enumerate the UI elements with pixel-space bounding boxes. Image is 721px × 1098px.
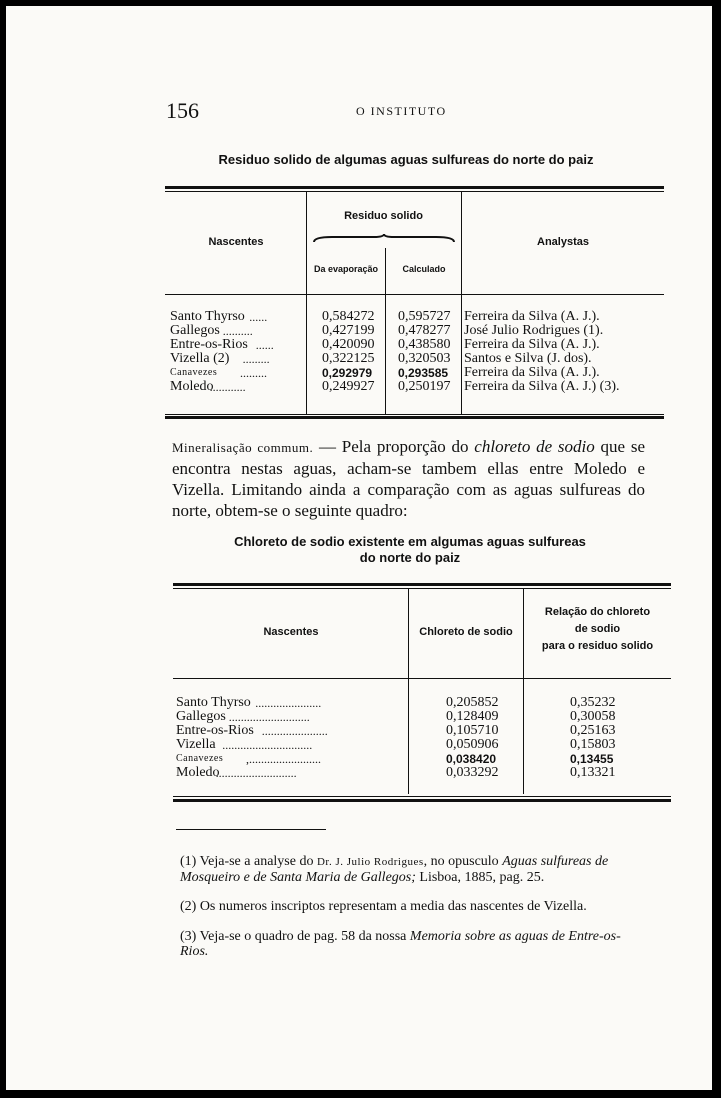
nascente-name: Vizella (2) xyxy=(170,351,230,366)
relacao-value: 0,35232 xyxy=(570,695,616,710)
table1-top-rule xyxy=(165,186,664,189)
footnote-text: Lisboa, 1885, pag. 25. xyxy=(415,870,545,885)
table-row xyxy=(170,366,664,380)
evaporacao-value: 0,420090 xyxy=(322,337,375,352)
leader-dots: ......... xyxy=(240,366,267,380)
table2-bottom-rule xyxy=(173,799,671,802)
evaporacao-value: 0,427199 xyxy=(322,323,375,338)
nascente-name: Santo Thyrso xyxy=(170,309,245,324)
nascente-name: Gallegos xyxy=(170,323,220,338)
table-row xyxy=(176,738,671,752)
nascente-name: Entre-os-Rios xyxy=(176,723,254,738)
table1-header-analystas: Analystas xyxy=(537,236,589,248)
leader-dots: ...... xyxy=(255,338,274,352)
nascente-name: Santo Thyrso xyxy=(176,695,251,710)
calculado-value: 0,250197 xyxy=(398,379,451,394)
relacao-value: 0,25163 xyxy=(570,723,616,738)
leader-dots: ...... xyxy=(249,310,268,324)
nascente-name: Entre-os-Rios xyxy=(170,337,248,352)
table1-top-rule-thin xyxy=(165,191,664,192)
table1-header-calculado: Calculado xyxy=(402,264,446,274)
nascente-name: Moledo xyxy=(170,379,214,394)
table2-bottom-rule-thin xyxy=(173,796,671,797)
table-row xyxy=(176,710,671,724)
table1-bottom-rule-thin xyxy=(165,414,664,415)
relacao-value: 0,13455 xyxy=(570,752,614,766)
leader-dots: ........................... xyxy=(228,710,310,724)
table2-caption-line: Chloreto de sodio existente em algumas aguas sulfureas xyxy=(234,534,586,549)
table-row xyxy=(170,324,664,338)
paragraph-text: que se encontra nestas aguas, acham-se tambem ellas entre Moledo e Vizella. Limitando ainda a comparação com as aguas sulfureas do norte, obtem-se o seguinte quadro: xyxy=(172,437,645,520)
table2-header-relacao-line: para o residuo solido xyxy=(541,640,654,652)
table2-header-rule xyxy=(173,678,671,679)
table1-caption: Residuo solido de algumas aguas sulfureas do norte do paiz xyxy=(218,152,594,167)
table1-body xyxy=(170,310,664,394)
analyst-name: Santos e Silva (J. dos). xyxy=(464,351,592,366)
table-row xyxy=(176,696,671,710)
relacao-value: 0,30058 xyxy=(570,709,616,724)
evaporacao-value: 0,292979 xyxy=(322,366,373,380)
paragraph-lead: Mineralisação commum. xyxy=(172,440,314,455)
analyst-name: Ferreira da Silva (A. J.). xyxy=(464,309,600,324)
table-row xyxy=(170,352,664,366)
calculado-value: 0,293585 xyxy=(398,366,449,380)
table1-header-rule xyxy=(165,294,664,295)
analyst-name: Ferreira da Silva (A. J.) (3). xyxy=(464,379,620,394)
table-row xyxy=(176,766,671,780)
paragraph-text: — Pela proporção do xyxy=(313,437,475,456)
leader-dots: .......... xyxy=(222,324,253,338)
relacao-value: 0,13321 xyxy=(570,765,616,780)
book-page xyxy=(6,6,712,1090)
analyst-name: Ferreira da Silva (A. J.). xyxy=(464,365,600,380)
table-row xyxy=(170,310,664,324)
table2-header-chloreto: Chloreto de sodio xyxy=(419,626,513,638)
table2-top-rule xyxy=(173,583,671,586)
nascente-name: Canavezes xyxy=(176,753,224,764)
table-row xyxy=(170,380,664,394)
leader-dots: .............................. xyxy=(222,738,313,752)
table2-body xyxy=(176,696,671,780)
table2-header-relacao-line: de sodio xyxy=(574,623,621,635)
relacao-value: 0,15803 xyxy=(570,737,616,752)
table2-caption xyxy=(166,534,654,566)
running-title: O INSTITUTO xyxy=(356,104,447,118)
footnote-text: (1) Veja-se a analyse do xyxy=(180,854,317,869)
brace-icon xyxy=(312,234,456,244)
leader-dots: ........................... xyxy=(215,766,297,780)
table2-header-relacao xyxy=(524,604,671,655)
evaporacao-value: 0,584272 xyxy=(322,309,375,324)
calculado-value: 0,438580 xyxy=(398,337,451,352)
table1-header-nascentes: Nascentes xyxy=(208,236,264,248)
footnote-italic: Memoria sobre as aguas de Entre-os-Rios. xyxy=(180,929,621,959)
paragraph-italic: chloreto de sodio xyxy=(474,437,595,456)
table-row xyxy=(176,752,671,766)
footnote-text: (3) Veja-se o quadro de pag. 58 da nossa xyxy=(180,929,410,944)
calculado-value: 0,478277 xyxy=(398,323,451,338)
footnote-author: Dr. J. Julio Rodrigues xyxy=(316,856,424,868)
footnote-3 xyxy=(180,929,648,959)
footnote-italic: Aguas sulfureas de Mosqueiro e de Santa Maria de Gallegos; xyxy=(180,854,609,885)
footnote-text: , no opusculo xyxy=(423,854,503,869)
nascente-name: Canavezes xyxy=(170,367,218,378)
analyst-name: Ferreira da Silva (A. J.). xyxy=(464,337,600,352)
evaporacao-value: 0,249927 xyxy=(322,379,375,394)
calculado-value: 0,595727 xyxy=(398,309,451,324)
leader-dots: ............ xyxy=(209,380,246,394)
table2-header-relacao-line: Relação do chloreto xyxy=(544,606,651,618)
leader-dots: ...................... xyxy=(255,696,322,710)
chloreto-value: 0,105710 xyxy=(446,723,499,738)
footnote-rule xyxy=(176,829,326,830)
leader-dots: ,........................ xyxy=(246,752,321,766)
leader-dots: ...................... xyxy=(261,724,328,738)
evaporacao-value: 0,322125 xyxy=(322,351,375,366)
table2-top-rule-thin xyxy=(173,588,671,589)
table2-header-nascentes: Nascentes xyxy=(263,626,319,638)
footnote-2: (2) Os numeros inscriptos representam a media das nascentes de Vizella. xyxy=(180,899,587,914)
chloreto-value: 0,205852 xyxy=(446,695,499,710)
nascente-name: Gallegos xyxy=(176,709,226,724)
chloreto-value: 0,038420 xyxy=(446,752,497,766)
calculado-value: 0,320503 xyxy=(398,351,451,366)
nascente-name: Vizella xyxy=(176,737,216,752)
chloreto-value: 0,033292 xyxy=(446,765,499,780)
chloreto-value: 0,050906 xyxy=(446,737,499,752)
footnote-1 xyxy=(180,854,648,885)
table1-header-evaporacao: Da evaporação xyxy=(313,264,379,274)
table2-caption-line: do norte do paiz xyxy=(359,550,461,565)
leader-dots: ......... xyxy=(242,352,270,366)
page-number: 156 xyxy=(166,98,199,123)
table-row xyxy=(170,338,664,352)
table-row xyxy=(176,724,671,738)
chloreto-value: 0,128409 xyxy=(446,709,499,724)
analyst-name: José Julio Rodrigues (1). xyxy=(464,323,604,338)
table1-header-residuo: Residuo solido xyxy=(344,210,423,222)
nascente-name: Moledo xyxy=(176,765,220,780)
table1-bottom-rule xyxy=(165,416,664,419)
body-paragraph xyxy=(172,436,645,521)
